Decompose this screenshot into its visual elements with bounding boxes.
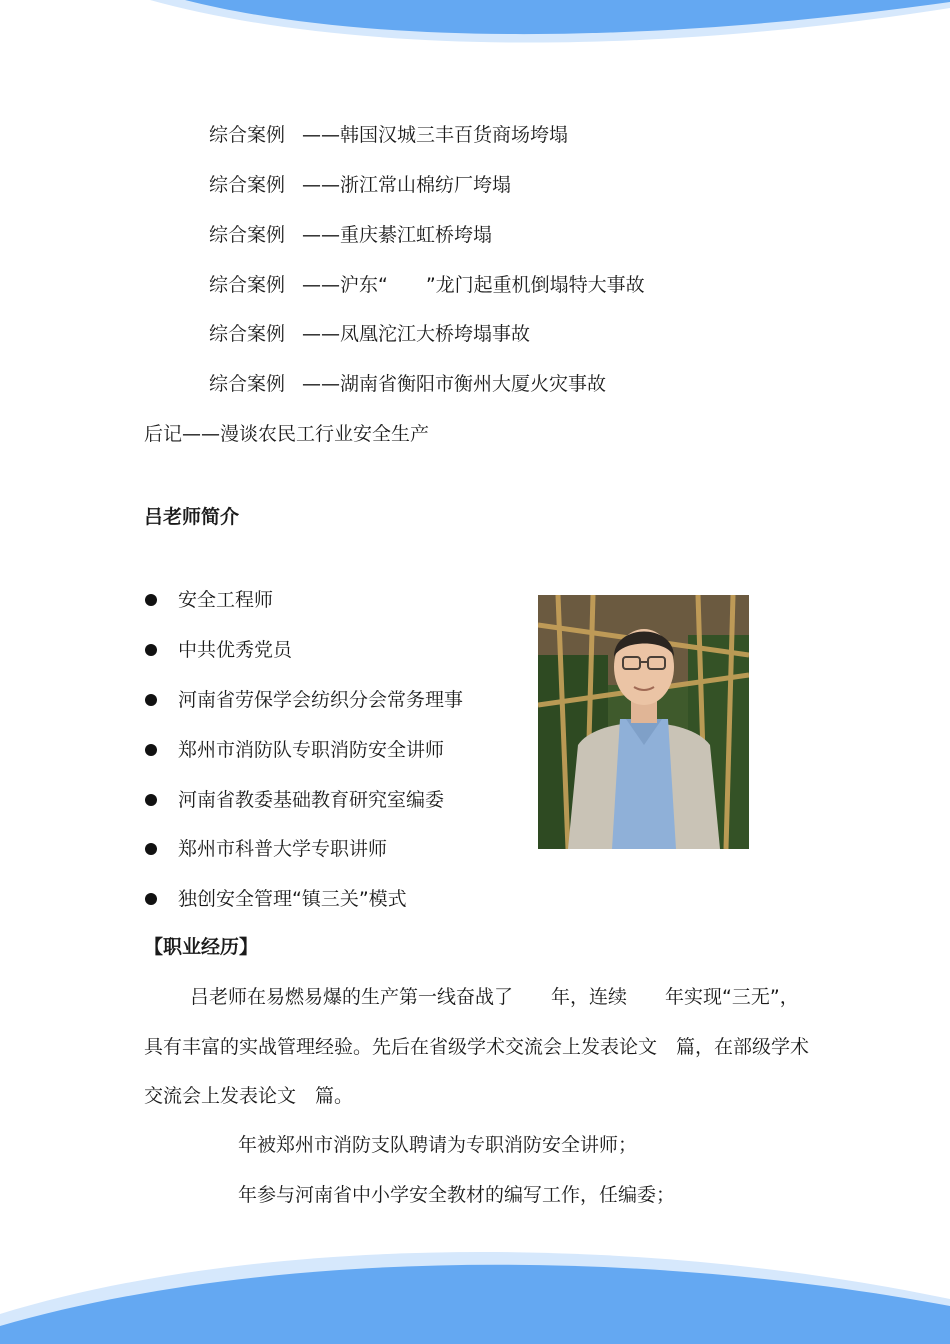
case-title: ——湖南省衡阳市衡州大厦火灾事故: [302, 373, 607, 395]
title-text: 河南省教委基础教育研究室编委: [178, 789, 445, 811]
bottom-wave-decoration: [0, 1244, 950, 1344]
title-text: 郑州市消防队专职消防安全讲师: [178, 739, 445, 761]
title-text: 安全工程师: [178, 589, 274, 611]
case-title: ——沪东“ ”龙门起重机倒塌特大事故: [302, 274, 645, 296]
career-paragraph-line: 交流会上发表论文 篇。: [144, 1085, 354, 1107]
title-text: 中共优秀党员: [178, 639, 293, 661]
intro-heading: 吕老师简介: [144, 506, 240, 528]
case-title: ——浙江常山棉纺厂垮塌: [302, 174, 512, 196]
top-wave-decoration: [0, 0, 950, 70]
case-label: 综合案例: [209, 124, 286, 146]
case-title: ——韩国汉城三丰百货商场垮塌: [302, 124, 569, 146]
bullet-icon: [145, 843, 157, 855]
title-text: 独创安全管理“镇三关”模式: [178, 888, 407, 910]
bullet-icon: [145, 644, 157, 656]
bullet-icon: [145, 893, 157, 905]
afterword: 后记——漫谈农民工行业安全生产: [144, 423, 430, 445]
case-label: 综合案例: [209, 323, 286, 345]
case-label: 综合案例: [209, 224, 286, 246]
bullet-icon: [145, 694, 157, 706]
bullet-icon: [145, 744, 157, 756]
title-text: 河南省劳保学会纺织分会常务理事: [178, 689, 464, 711]
career-paragraph-line: 吕老师在易燃易爆的生产第一线奋战了 年，连续 年实现“三无”，: [190, 986, 799, 1008]
case-label: 综合案例: [209, 274, 286, 296]
bullet-icon: [145, 794, 157, 806]
bullet-icon: [145, 594, 157, 606]
case-label: 综合案例: [209, 373, 286, 395]
career-event: 年参与河南省中小学安全教材的编写工作，任编委；: [238, 1184, 676, 1206]
career-heading: 【职业经历】: [144, 936, 259, 958]
case-title: ——重庆綦江虹桥垮塌: [302, 224, 493, 246]
case-title: ——凤凰沱江大桥垮塌事故: [302, 323, 531, 345]
career-paragraph-line: 具有丰富的实战管理经验。先后在省级学术交流会上发表论文 篇，在部级学术: [144, 1036, 810, 1058]
title-text: 郑州市科普大学专职讲师: [178, 838, 388, 860]
career-event: 年被郑州市消防支队聘请为专职消防安全讲师；: [238, 1134, 638, 1156]
teacher-portrait-photo: [538, 595, 749, 849]
case-label: 综合案例: [209, 174, 286, 196]
